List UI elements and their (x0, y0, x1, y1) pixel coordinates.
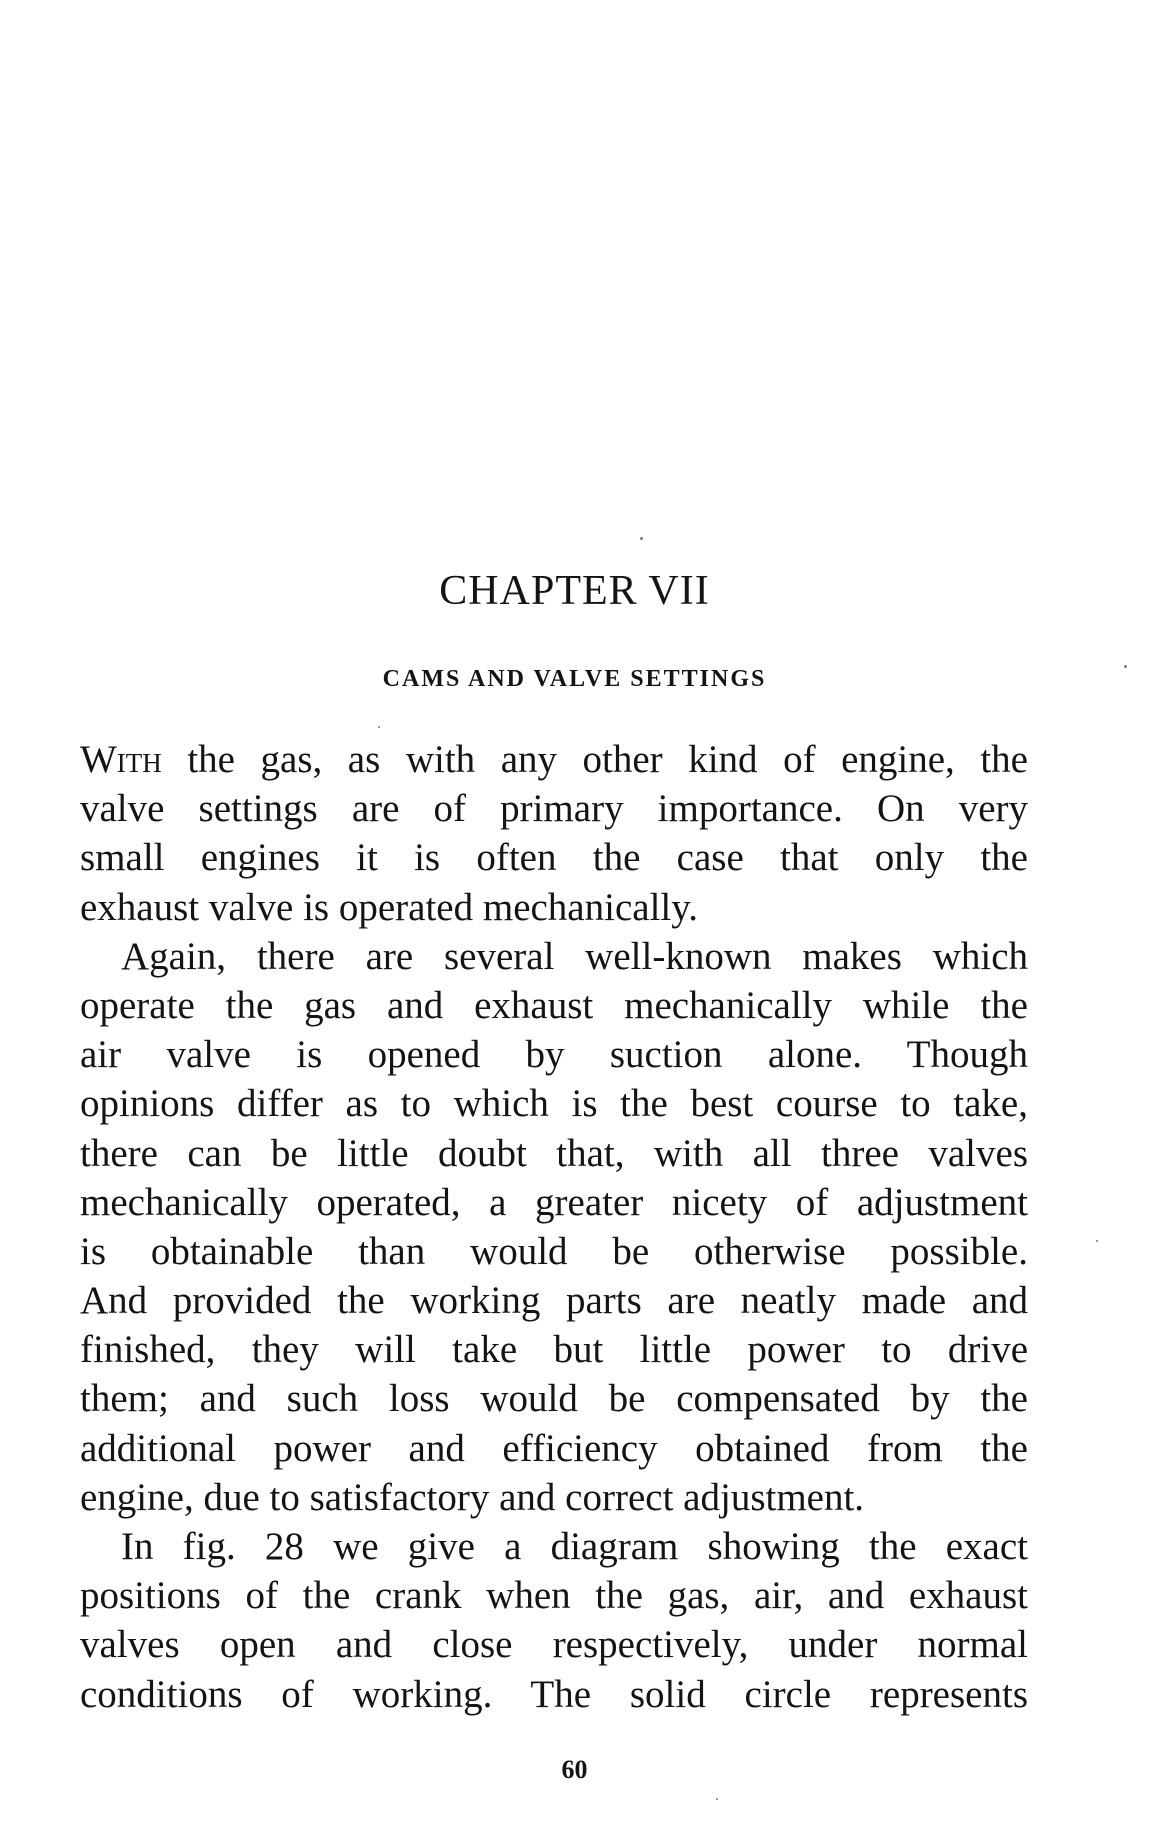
text-line: positions of the crank when the gas, air, and exhaust (80, 1574, 1028, 1618)
text-line: valves open and close respectively, under normal (80, 1623, 1028, 1667)
chapter-title: CHAPTER VII (439, 568, 710, 614)
paragraph-1 (80, 735, 1028, 932)
text-line: air valve is opened by suction alone. Though (80, 1033, 1028, 1077)
text-line: conditions of working. The solid circle represents (80, 1672, 1028, 1716)
text-line: mechanically operated, a greater nicety of adjustment (80, 1180, 1028, 1224)
text-line: valve settings are of primary importance. On very (80, 787, 1028, 831)
scan-speck (1124, 665, 1127, 668)
scan-speck (716, 1798, 718, 1800)
text-line: finished, they will take but little power to drive (80, 1328, 1028, 1372)
paragraph-2 (80, 932, 1028, 1522)
paragraph-3 (80, 1522, 1028, 1719)
scan-speck (1096, 1240, 1098, 1242)
body-text (80, 735, 1028, 1719)
text-line: exhaust valve is operated mechanically. (80, 885, 698, 929)
text-line: them; and such loss would be compensated by the (80, 1377, 1028, 1421)
chapter-subtitle: CAMS AND VALVE SETTINGS (382, 666, 767, 692)
text-line: In fig. 28 we give a diagram showing the exact (121, 1525, 1028, 1568)
text-line: there can be little doubt that, with all three valves (80, 1131, 1028, 1175)
text-line: operate the gas and exhaust mechanically while the (80, 983, 1028, 1027)
text-line: opinions differ as to which is the best course to take, (80, 1082, 1028, 1126)
lead-word: With (80, 738, 162, 781)
text-line: And provided the working parts are neatly made and (80, 1279, 1028, 1323)
text-line-content: the gas, as with any other kind of engine, the (161, 738, 1028, 781)
text-line: Again, there are several well-known makes which (121, 934, 1028, 978)
text-line: additional power and efficiency obtained from the (80, 1426, 1028, 1470)
scan-speck (378, 726, 380, 728)
page-number: 60 (561, 1755, 588, 1784)
scan-speck (640, 537, 643, 540)
text-line: small engines it is often the case that only the (80, 836, 1028, 880)
text-line: is obtainable than would be otherwise possible. (80, 1229, 1028, 1273)
text-line (80, 735, 1028, 784)
text-line: engine, due to satisfactory and correct adjustment. (80, 1475, 865, 1519)
